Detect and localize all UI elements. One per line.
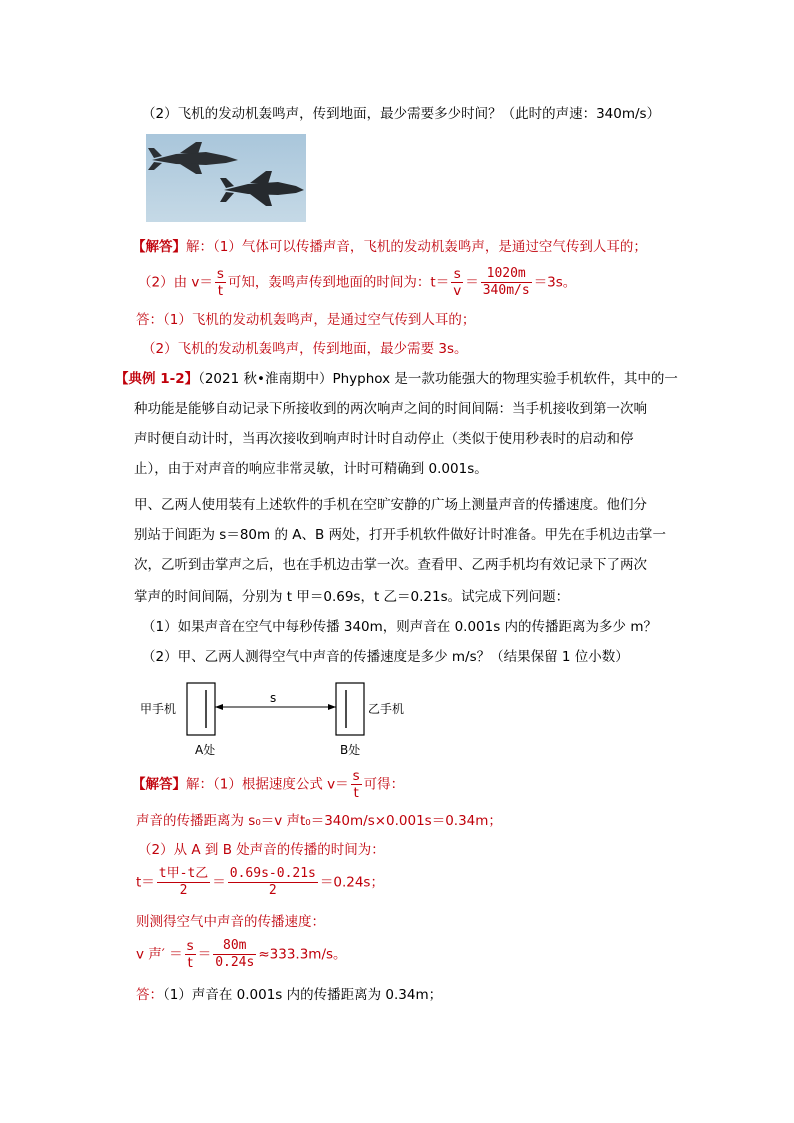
final-answer-2-line-1	[136, 985, 442, 1005]
answer-1-text: 解：（1）气体可以传播声音，飞机的发动机轰鸣声，是通过空气传到人耳的；	[186, 239, 647, 255]
fraction-denominator: 340m/s	[482, 283, 530, 298]
answer-1-middle: 可知，轰鸣声传到地面的时间为：t＝	[227, 274, 450, 291]
equals-sign: ＝	[465, 274, 479, 291]
example-text: （2021 秋•淮南期中）Phyphox 是一款功能强大的物理实验手机软件，其中的一	[198, 371, 678, 387]
fighter-jets-photo	[146, 134, 306, 222]
answer-1-prefix: （2）由 v＝	[138, 274, 213, 291]
example-line-2: 种功能是能够自动记录下所接收到的两次响声之间的时间间隔：当手机接收到第一次响	[134, 401, 647, 417]
answer-label: 答：	[136, 312, 163, 328]
example-tag: 【典例 1-2】	[115, 371, 199, 387]
final-answer-1-line-2: （2）飞机的发动机轰鸣声，传到地面，最少需要 3s。	[142, 341, 468, 357]
phone-a-label: 甲手机	[140, 702, 177, 716]
answer-tag: 【解答】	[132, 776, 186, 793]
point-a-label: A处	[195, 743, 216, 757]
fraction-denominator: 0.24s	[215, 955, 255, 970]
example-line-8: 掌声的时间间隔，分别为 t 甲＝0.69s，t 乙＝0.21s。试完成下列问题：	[134, 589, 570, 605]
fraction-numerator: s	[451, 266, 463, 283]
answer-2-line-3: （2）从 A 到 B 处声音的传播的时间为：	[138, 842, 385, 858]
example-line-1	[115, 369, 678, 389]
fraction-numerator: 80m	[213, 938, 256, 955]
example-line-7: 次，乙听到击掌声之后，也在手机边击掌一次。查看甲、乙两手机均有效记录下了两次	[134, 557, 647, 573]
phone-b-label: 乙手机	[368, 702, 405, 716]
answer-2-speed-formula: v 声′ ＝ $\frac{s}{t}$ ＝ $\frac{80m}{0.24s}$ ≈333.3m/s。	[136, 938, 347, 971]
formula-result: ≈333.3m/s。	[258, 946, 347, 963]
fraction-numerator: s	[352, 768, 360, 784]
formula-prefix: v 声′ ＝	[136, 946, 183, 963]
answer-1-line-2	[138, 266, 576, 299]
answer-2-prefix: 解：（1）根据速度公式 v＝	[186, 776, 349, 793]
fraction-numerator: 0.69s-0.21s	[229, 866, 316, 881]
fraction-denominator: t	[187, 955, 193, 971]
answer-tag: 【解答】	[132, 239, 186, 255]
point-b-label: B处	[340, 743, 361, 757]
answer-1-line-1	[132, 237, 647, 257]
distance-label: s	[270, 691, 277, 705]
fraction-numerator: t甲-t乙	[158, 866, 209, 881]
answer-2-suffix: 可得：	[363, 776, 405, 793]
answer-2-line-1	[132, 768, 404, 801]
answer-2-time-formula	[136, 866, 384, 899]
fraction-numerator: s	[216, 266, 224, 282]
fraction-numerator: 1020m	[481, 266, 532, 283]
answer-2-line-2: 声音的传播距离为 s₀＝v 声t₀＝340m/s×0.001s＝0.34m；	[136, 813, 502, 829]
phone-distance-diagram	[140, 680, 440, 760]
example-question-1: （1）如果声音在空气中每秒传播 340m，则声音在 0.001s 内的传播距离为多少 m？	[142, 619, 658, 635]
example-line-3: 声时便自动计时，当再次接收到响声时计时自动停止（类似于使用秒表时的启动和停	[134, 431, 634, 447]
answer-1-result: ＝3s。	[533, 274, 577, 291]
fraction-denominator: 2	[179, 883, 188, 898]
final-answer-1-line-1	[136, 310, 475, 330]
answer-label: 答：	[136, 987, 163, 1003]
fraction-denominator: v	[453, 283, 462, 299]
final-answer-text: （1）飞机的发动机轰鸣声，是通过空气传到人耳的；	[163, 312, 476, 328]
example-line-6: 别站于间距为 s＝80m 的 A、B 两处，打开手机软件做好计时准备。甲先在手机边击掌一	[134, 527, 667, 543]
equals-sign: ＝	[212, 874, 226, 891]
example-question-2: （2）甲、乙两人测得空气中声音的传播速度是多少 m/s？（结果保留 1 位小数）	[142, 649, 629, 665]
fraction-denominator: t	[217, 283, 224, 299]
formula-prefix: t＝	[136, 874, 155, 891]
fraction-denominator: 2	[268, 883, 277, 898]
example-line-4: 止），由于对声音的响应非常灵敏，计时可精确到 0.001s。	[134, 461, 488, 477]
answer-2-line-5: 则测得空气中声音的传播速度：	[136, 914, 325, 930]
fraction-denominator: t	[353, 785, 359, 801]
question-2-text: （2）飞机的发动机轰鸣声，传到地面，最少需要多少时间？（此时的声速：340m/s）	[142, 106, 661, 122]
final-answer-text: （1）声音在 0.001s 内的传播距离为 0.34m；	[163, 987, 443, 1003]
fraction-numerator: s	[186, 938, 194, 954]
formula-result: ＝0.24s；	[319, 874, 384, 891]
example-line-5: 甲、乙两人使用装有上述软件的手机在空旷安静的广场上测量声音的传播速度。他们分	[134, 497, 647, 513]
